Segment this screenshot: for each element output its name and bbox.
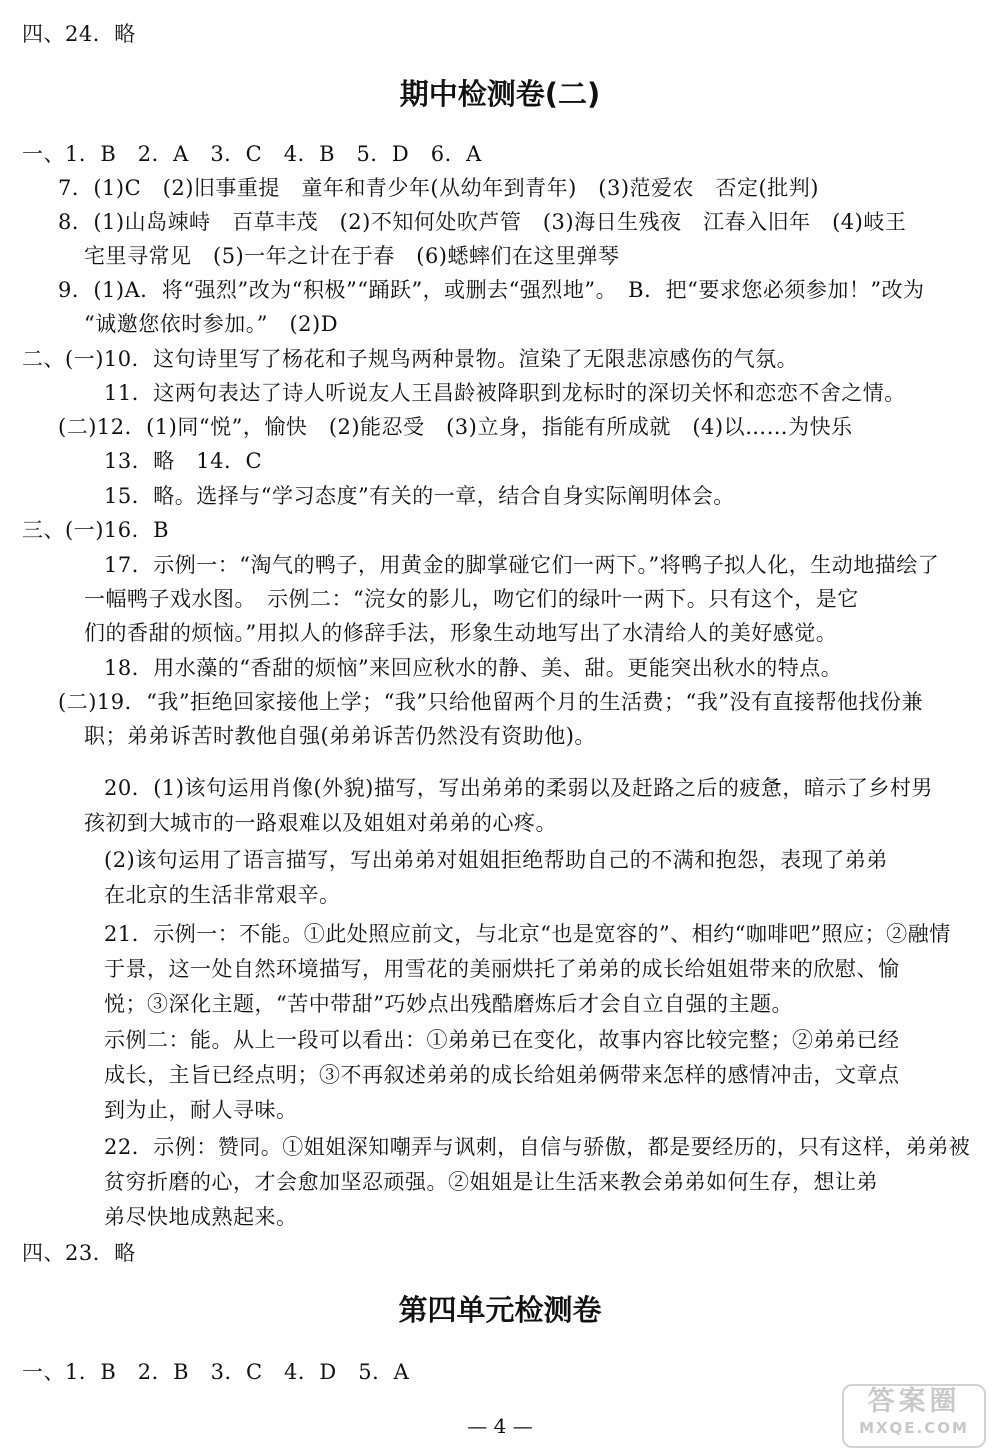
watermark-text: 答案圈 [867, 1386, 961, 1417]
section-title: 期中检测卷(二) [399, 77, 601, 111]
answer-line: 15．略。选择与“学习态度”有关的一章，结合自身实际阐明体会。 [104, 484, 735, 508]
answer-line: 职；弟弟诉苦时教他自强(弟弟诉苦仍然没有资助他)。 [84, 724, 596, 748]
answer-line: 13．略 14．C [104, 449, 263, 473]
answer-line: 8．(1)山岛竦峙 百草丰茂 (2)不知何处吹芦管 (3)海日生残夜 江春入旧年 (4)岐王 [58, 210, 907, 234]
watermark-logo [842, 1384, 986, 1448]
answer-line: 四、24．略 [22, 22, 136, 46]
answer-line: 成长，主旨已经点明；③不再叙述弟弟的成长给姐弟俩带来怎样的感情冲击，文章点 [104, 1063, 900, 1087]
answer-line: 们的香甜的烦恼。”用拟人的修辞手法，形象生动地写出了水清给人的美好感觉。 [84, 621, 838, 645]
answer-line: 三、(一)16．B [22, 518, 170, 542]
answer-line: 四、23．略 [22, 1241, 136, 1265]
page-number: — 4 — [467, 1414, 533, 1438]
answer-line: 到为止，耐人寻味。 [104, 1098, 298, 1122]
watermark-url: MXQE.COM [859, 1419, 969, 1437]
answer-line: 贫穷折磨的心，才会愈加坚忍顽强。②姐姐是让生活来教会弟弟如何生存，想让弟 [104, 1170, 878, 1194]
answer-line: 示例二：能。从上一段可以看出：①弟弟已在变化，故事内容比较完整；②弟弟已经 [104, 1028, 900, 1052]
answer-line: (2)该句运用了语言描写，写出弟弟对姐姐拒绝帮助自己的不满和抱怨，表现了弟弟 [104, 848, 888, 872]
answer-line: “诚邀您依时参加。” (2)D [84, 312, 339, 336]
answer-line: 21．示例一：不能。①此处照应前文，与北京“也是宽容的”、相约“咖啡吧”照应；②融情 [104, 922, 951, 946]
answer-line: 弟尽快地成熟起来。 [104, 1205, 298, 1229]
answer-line: (二)19．“我”拒绝回家接他上学；“我”只给他留两个月的生活费；“我”没有直接帮他找份兼 [58, 690, 924, 714]
answer-line: 18．用水藻的“香甜的烦恼”来回应秋水的静、美、甜。更能突出秋水的特点。 [104, 656, 843, 680]
answer-line: 一、1．B 2．A 3．C 4．B 5．D 6．A [22, 142, 482, 166]
answer-line: 宅里寻常见 (5)一年之计在于春 (6)蟋蟀们在这里弹琴 [84, 244, 620, 268]
answer-line: 22．示例：赞同。①姐姐深知嘲弄与讽刺，自信与骄傲，都是要经历的，只有这样，弟弟被 [104, 1135, 971, 1159]
answer-line: 悦；③深化主题，“苦中带甜”巧妙点出残酷磨炼后才会自立自强的主题。 [104, 992, 793, 1016]
answer-line: 于景，这一处自然环境描写，用雪花的美丽烘托了弟弟的成长给姐姐带来的欣慰、愉 [104, 957, 900, 981]
answer-line: 一幅鸭子戏水图。 示例二：“浣女的影儿，吻它们的绿叶一两下。只有这个，是它 [84, 587, 859, 611]
section-title: 第四单元检测卷 [398, 1293, 602, 1327]
answer-line: 一、1．B 2．B 3．C 4．D 5．A [22, 1360, 410, 1384]
answer-line: 二、(一)10．这句诗里写了杨花和子规鸟两种景物。渲染了无限悲凉感伤的气氛。 [22, 347, 799, 371]
answer-line: 20．(1)该句运用肖像(外貌)描写，写出弟弟的柔弱以及赶路之后的疲惫，暗示了乡村男 [104, 776, 933, 800]
answer-line: 在北京的生活非常艰辛。 [104, 883, 341, 907]
answer-line: 9．(1)A．将“强烈”改为“积极”“踊跃”，或删去“强烈地”。 B．把“要求您必须参加！”改为 [58, 278, 925, 302]
answer-line: 11．这两句表达了诗人听说友人王昌龄被降职到龙标时的深切关怀和恋恋不舍之情。 [104, 381, 906, 405]
answer-line: 17．示例一：“淘气的鸭子，用黄金的脚掌碰它们一两下。”将鸭子拟人化，生动地描绘了 [104, 553, 940, 577]
answer-line: 7．(1)C (2)旧事重提 童年和青少年(从幼年到青年) (3)范爱农 否定(批判) [58, 176, 819, 200]
answer-line: (二)12．(1)同“悦”，愉快 (2)能忍受 (3)立身，指能有所成就 (4)以……为快乐 [58, 415, 853, 439]
answer-line: 孩初到大城市的一路艰难以及姐姐对弟弟的心疼。 [84, 811, 557, 835]
